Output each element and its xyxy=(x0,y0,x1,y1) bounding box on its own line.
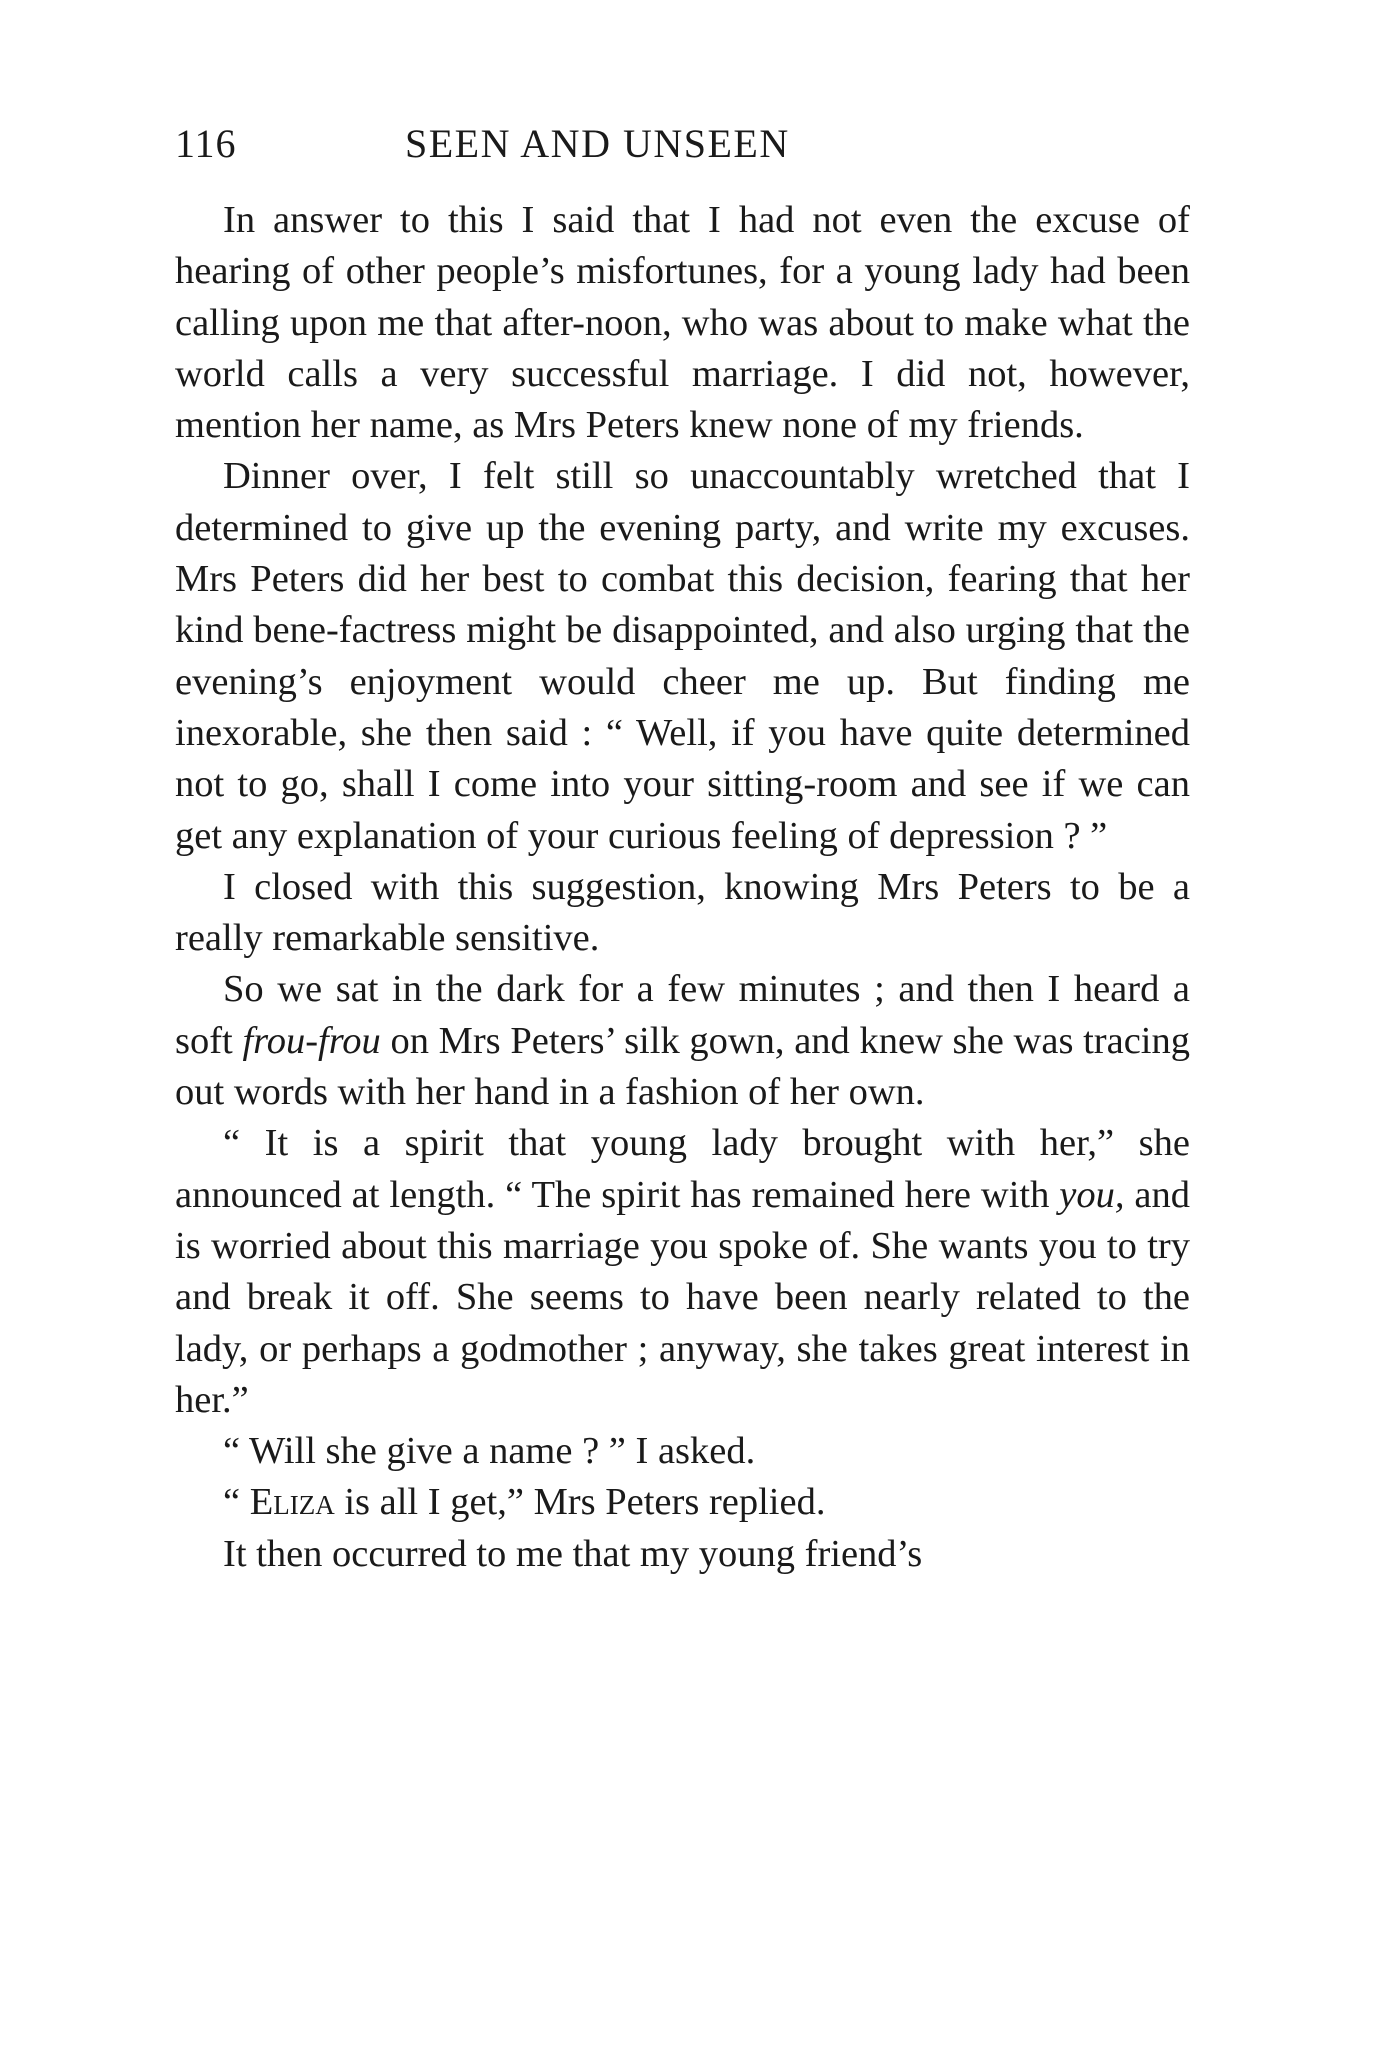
paragraph-4-text-end: on Mrs Peters’ silk gown, and knew she was tracing out words with her hand in a fashion of her own. xyxy=(175,1019,1190,1114)
paragraph-4 xyxy=(175,964,1190,1118)
paragraph-5-text-start: “ It is a spirit that young lady brought with her,” she announced at length. “ The spirit has remained here with xyxy=(175,1122,1190,1216)
paragraph-7-name: Eliza xyxy=(249,1481,335,1524)
running-title: SEEN AND UNSEEN xyxy=(405,121,790,166)
paragraph-2: Dinner over, I felt still so unaccountably wretched that I determined to give up the evening party, and write my excuses. Mrs Peters did her best to combat this decision, fearing that her kind bene-factress might be disappointed, and also urging that the evening’s enjoyment would cheer me up. But finding me inexorable, she then said : “ Well, if you have quite determined not to go, shall I come into your sitting-room and see if we can get any explanation of your curious feeling of depression ? ” xyxy=(175,455,1190,857)
paragraph-4-text-start: So we sat in the dark for a few minutes ; and then I heard a soft xyxy=(175,968,1190,1062)
paragraph-1: In answer to this I said that I had not even the excuse of hearing of other people’s misfortunes, for a young lady had been calling upon me that after-noon, who was about to make what the world calls a very successful marriage. I did not, however, mention her name, as Mrs Peters knew none of my friends. xyxy=(175,199,1190,447)
paragraph-7-text-end: is all I get,” Mrs Peters replied. xyxy=(334,1481,826,1524)
paragraph-7-text-start: “ xyxy=(223,1481,250,1524)
paragraph-8: It then occurred to me that my young friend’s xyxy=(223,1532,923,1575)
paragraph-4-italic-phrase: frou-frou xyxy=(242,1019,381,1062)
paragraph-5-italic-word: you, xyxy=(1059,1173,1125,1216)
paragraph-3: I closed with this suggestion, knowing Mrs Peters to be a really remarkable sensitive. xyxy=(175,865,1190,960)
page-number: 116 xyxy=(175,121,237,166)
paragraph-5-text-end: and is worried about this marriage you spoke of. She wants you to try and break it off. She seems to have been nearly related to the lady, or perhaps a godmother ; anyway, she takes great interest in her.” xyxy=(175,1173,1190,1421)
page-header xyxy=(175,120,1190,180)
paragraph-5 xyxy=(175,1118,1190,1426)
paragraph-6: “ Will she give a name ? ” I asked. xyxy=(223,1430,756,1473)
paragraph-7 xyxy=(175,1477,1190,1528)
body-text xyxy=(175,195,1190,1580)
